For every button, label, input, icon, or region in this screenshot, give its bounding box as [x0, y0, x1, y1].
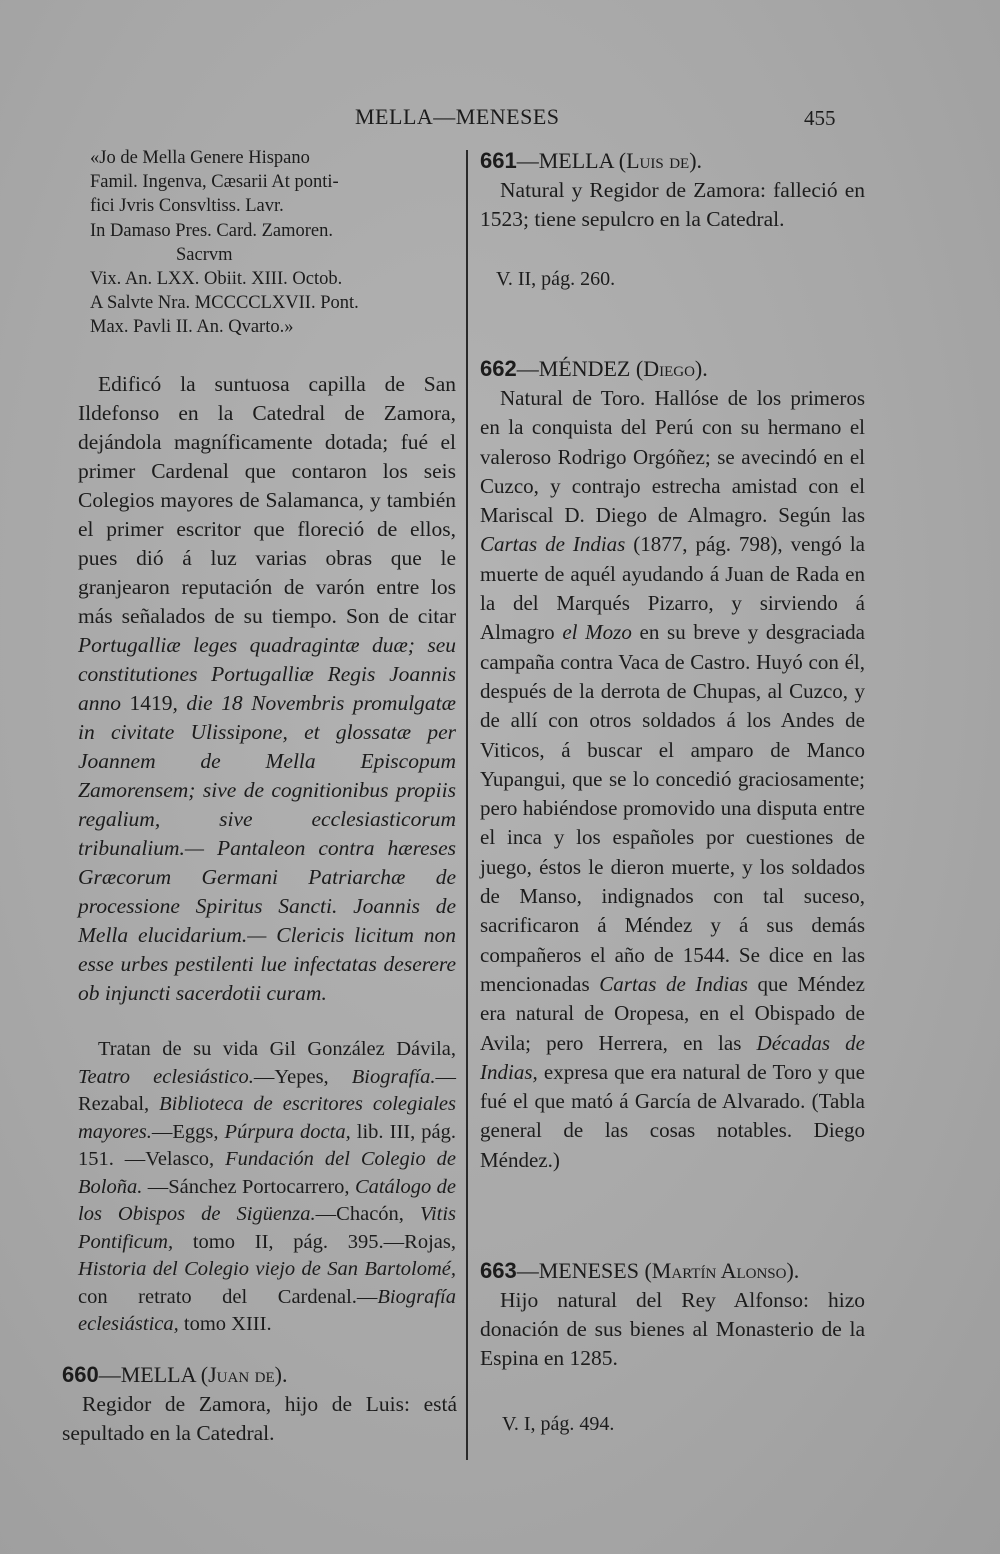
running-header: MELLA—MENESES: [355, 104, 560, 129]
entry-heading: 660—MELLA (Juan de).: [62, 1362, 288, 1387]
entry-heading: 662—MÉNDEZ (Diego).: [480, 356, 708, 381]
entry-reference: V. II, pág. 260.: [496, 268, 616, 290]
entry-text: Natural de Toro. Hallóse de los primeros en la conquista del Perú con su hermano el valeroso Rodrigo Orgóñez; se avecindó en el Cuzco, y contrajo estrecha amistad con el Mariscal D. Diego de Almagro. Según las Cartas de Indias (1877, pág. 798), vengó la muerte de aquél ayudando á Juan de Rada en la del Marqués Pizarro, y sirviendo á Almagro el Mozo en su breve y desgraciada campaña contra Vaca de Castro. Huyó con él, después de la derrota de Chupas, al Cuzco, y de allí con otros soldados á los Andes de Viticos, á buscar el amparo de Manco Yupangui, que se lo concedió graciosamente; pero habiéndose promovido una disputa entre el inca y los españoles por cuestiones de juego, éstos le dieron muerte, y los soldados de Manso, indignados con tal suceso, sacrificaron á Méndez y á sus demás compañeros el año de 1544. Se dice en las mencionadas Cartas de Indias que Méndez era natural de Oropesa, en el Obispado de Avila; pero Herrera, en las Décadas de Indias, expresa que era natural de Toro y que fué el que mató á García de Alvarado. (Tabla general de las cosas notables. Diego Méndez.): [480, 386, 866, 1172]
epitaph-line: Max. Pavli II. An. Qvarto.»: [90, 317, 294, 338]
entry-663: [480, 1256, 865, 1436]
sources-paragraph: Tratan de su vida Gil González Dávila, Teatro eclesiástico.—Yepes, Biografía.—Rezabal, Biblioteca de escritores colegiales mayores.—Eggs, Púrpura docta, lib. III, pág. 151. —Velasco, Fundación del Colegio de Boloña. —Sánchez Portocarrero, Catálogo de los Obispos de Sigüenza.—Chacón, Vitis Pontificum, tomo II, pág. 395.—Rojas, Historia del Colegio viejo de San Bartolomé, con retrato del Cardenal.—Biografía eclesiástica, tomo XIII.: [78, 1038, 457, 1335]
entry-heading: 661—MELLA (Luis de).: [480, 148, 703, 173]
entry-text: Regidor de Zamora, hijo de Luis: está sepultado en la Catedral.: [62, 1392, 457, 1445]
epitaph-line: Famil. Ingenva, Cæsarii At ponti-: [90, 172, 339, 193]
entry-661: [480, 146, 865, 291]
epitaph-line: Vix. An. LXX. Obiit. XIII. Octob.: [90, 269, 343, 290]
entry-text: Natural y Regidor de Zamora: falleció en 1523; tiene sepulcro en la Catedral.: [480, 178, 865, 231]
column-divider: [466, 150, 468, 1460]
entry-662: [480, 354, 865, 1175]
entry-heading: 663—MENESES (Martín Alonso).: [480, 1258, 800, 1283]
epitaph-line: A Salvte Nra. MCCCCLXVII. Pont.: [90, 293, 359, 314]
entry-660: [62, 1360, 457, 1448]
entry-text: Hijo natural del Rey Alfonso: hizo donación de sus bienes al Monasterio de la Espina en 1285.: [480, 1288, 865, 1370]
entry-reference: V. I, pág. 494.: [502, 1413, 615, 1435]
page-number: 455: [804, 106, 836, 130]
epitaph-line: fici Jvris Consvltiss. Lavr.: [90, 196, 284, 217]
epitaph-inscription: [90, 146, 460, 340]
biography-paragraph: Edificó la suntuosa capilla de San Ildefonso en la Catedral de Zamora, dejándola magníficamente dotada; fué el primer Cardenal que contaron los seis Colegios mayores de Salamanca, y también el primer escritor que floreció de ellos, pues dió á luz varias obras que le granjearon reputación de varón entre los más señalados de su tiempo. Son de citar Portugalliæ leges quadragintæ duæ; seu constitutiones Portugalliæ Regis Joannis anno 1419, die 18 Novembris promulgatæ in civitate Ulissipone, et glossatæ per Joannem de Mella Episcopum Zamorensem; sive de cognitionibus propiis regalium, sive ecclesiasticorum tribunalium.— Pantaleon contra hæreses Græcorum Germani Patriarchæ de processione Spiritus Sancti. Joannis de Mella elucidarium.— Clericis licitum non esse urbes pestilenti lue infectatas deserere ob injuncti sacerdotii curam.: [78, 372, 456, 1005]
epitaph-line: Sacrvm: [176, 244, 233, 265]
epitaph-line: In Damaso Pres. Card. Zamoren.: [90, 220, 334, 241]
epitaph-line: «Jo de Mella Genere Hispano: [90, 148, 310, 168]
